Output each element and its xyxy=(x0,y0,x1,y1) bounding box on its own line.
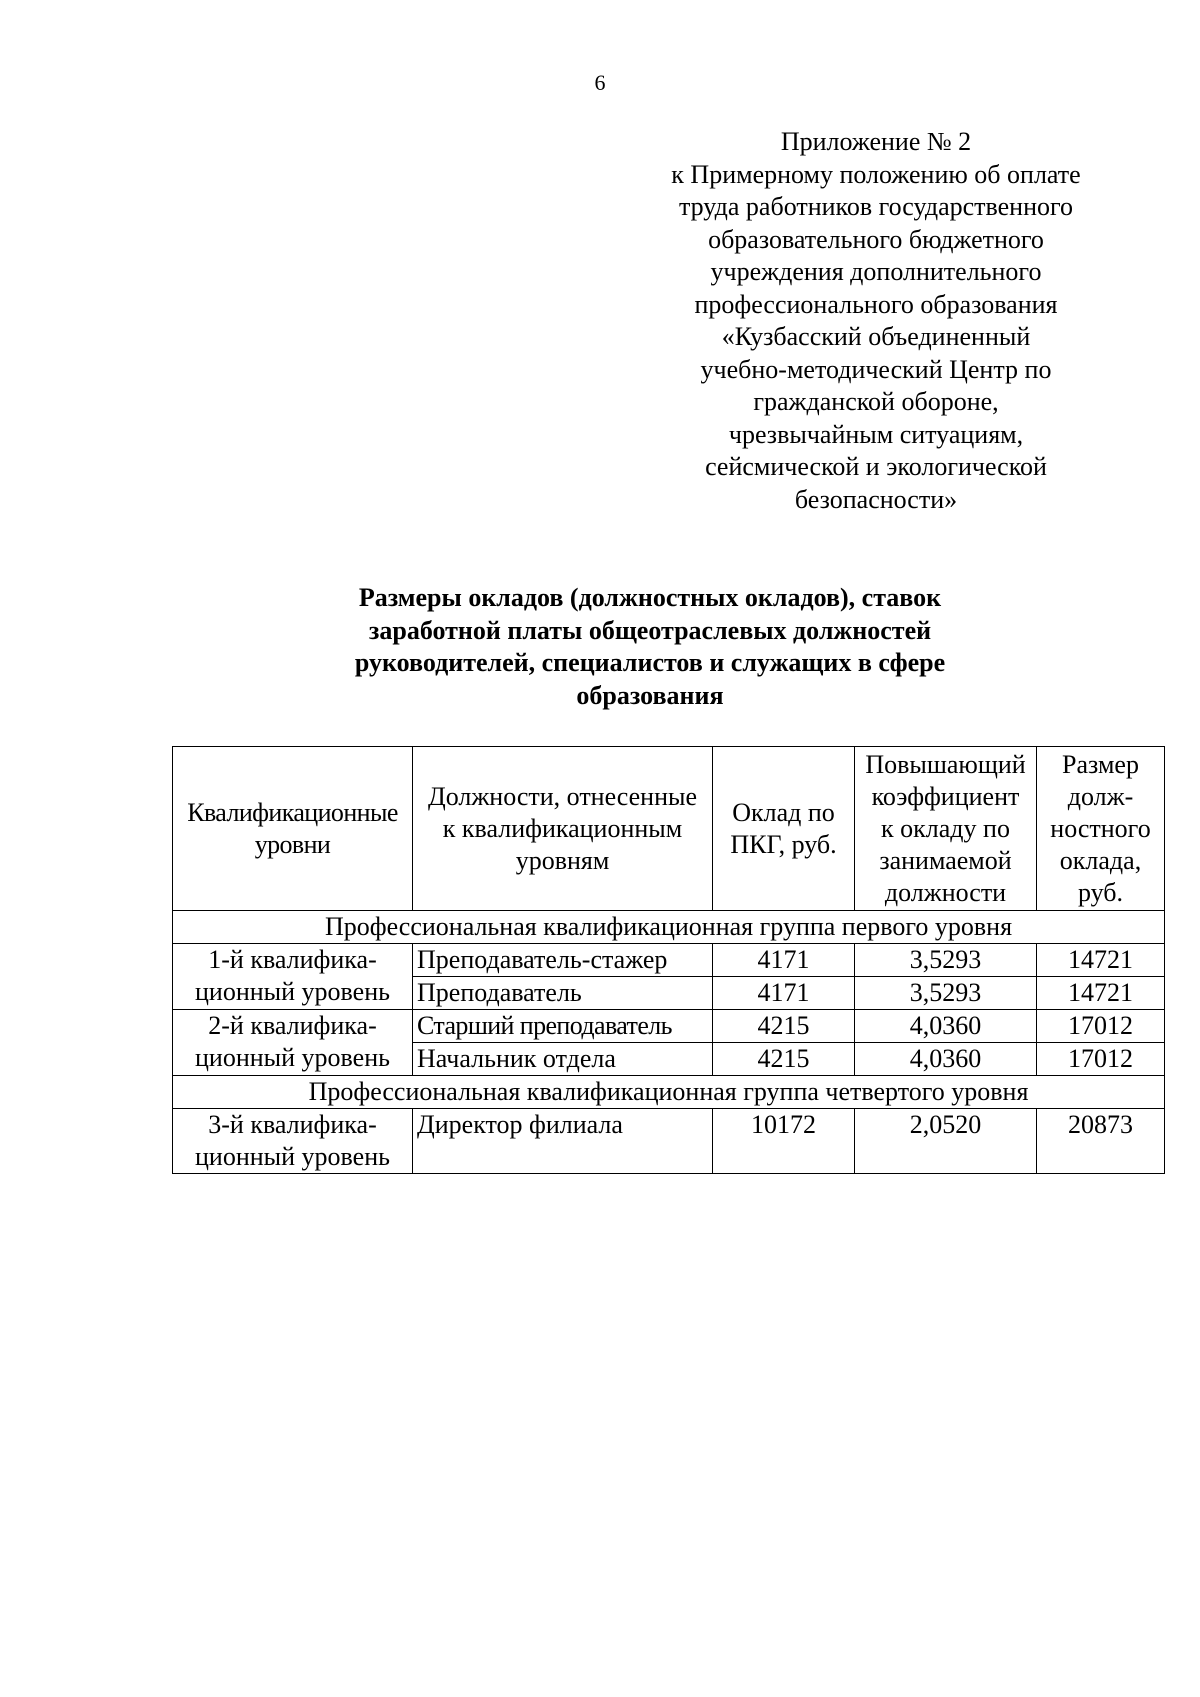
level-line: 3-й квалифика- xyxy=(208,1110,377,1139)
header-line: Квалификационные xyxy=(187,797,398,827)
header-line: долж- xyxy=(1067,781,1134,811)
appendix-line: профессионального образования xyxy=(694,289,1058,319)
qualification-level-cell xyxy=(173,1010,413,1076)
coefficient-cell: 2,0520 xyxy=(855,1109,1037,1174)
appendix-line: учреждения дополнительного xyxy=(710,257,1042,286)
title-line: образования xyxy=(576,680,724,710)
group-row xyxy=(173,1076,1165,1109)
table-row xyxy=(173,944,1165,977)
header-line: должности xyxy=(884,877,1007,907)
total-cell: 14721 xyxy=(1037,944,1165,977)
header-salary xyxy=(713,747,855,911)
group-row xyxy=(173,911,1165,944)
appendix-line: сейсмической и экологической xyxy=(705,452,1047,481)
position-cell: Директор филиала xyxy=(413,1109,713,1174)
appendix-line: чрезвычайным ситуациям, xyxy=(728,419,1024,449)
coefficient-cell: 4,0360 xyxy=(855,1010,1037,1043)
table-header-row xyxy=(173,747,1165,911)
appendix-line: к Примерному положению об оплате xyxy=(671,159,1081,189)
header-line: к окладу по xyxy=(881,813,1010,843)
level-line: 2-й квалифика- xyxy=(208,1011,377,1040)
header-line: ПКГ, руб. xyxy=(730,829,837,859)
level-line: ционный уровень xyxy=(195,1043,390,1072)
header-qualification-levels xyxy=(173,747,413,911)
document-title xyxy=(300,582,1000,712)
header-line: занимаемой xyxy=(879,845,1012,875)
total-cell: 17012 xyxy=(1037,1010,1165,1043)
position-cell: Начальник отдела xyxy=(413,1043,713,1076)
salary-cell: 4215 xyxy=(713,1010,855,1043)
header-line: оклада, xyxy=(1059,845,1142,875)
appendix-line: гражданской обороне, xyxy=(753,387,999,416)
header-line: уровни xyxy=(254,829,331,859)
salary-cell: 4171 xyxy=(713,944,855,977)
header-total xyxy=(1037,747,1165,911)
appendix-line: учебно-методический Центр по xyxy=(700,354,1052,384)
page-number: 6 xyxy=(594,70,606,95)
appendix-line: Приложение № 2 xyxy=(780,127,972,156)
title-line: Размеры окладов (должностных окладов), ставок xyxy=(358,583,942,612)
header-line: Должности, отнесенные xyxy=(427,781,698,811)
qualification-level-cell xyxy=(173,944,413,1010)
group-name: Профессиональная квалификационная группа первого уровня xyxy=(173,911,1165,944)
position-cell: Преподаватель-стажер xyxy=(413,944,713,977)
header-line: коэффициент xyxy=(871,781,1020,811)
position-cell: Старший преподаватель xyxy=(413,1010,713,1043)
qualification-level-cell xyxy=(173,1109,413,1174)
title-line: руководителей, специалистов и служащих в сфере xyxy=(354,648,946,677)
position-cell: Преподаватель xyxy=(413,977,713,1010)
header-coefficient xyxy=(855,747,1037,911)
coefficient-cell: 3,5293 xyxy=(855,944,1037,977)
table-row xyxy=(173,1109,1165,1174)
appendix-line: «Кузбасский объединенный xyxy=(721,322,1031,351)
appendix-header xyxy=(636,126,1116,516)
salary-cell: 10172 xyxy=(713,1109,855,1174)
header-line: ностного xyxy=(1050,813,1151,843)
salary-cell: 4215 xyxy=(713,1043,855,1076)
table-row xyxy=(173,1010,1165,1043)
appendix-line: образовательного бюджетного xyxy=(708,224,1044,254)
level-line: ционный уровень xyxy=(195,1142,390,1171)
salary-cell: 4171 xyxy=(713,977,855,1010)
header-line: Размер xyxy=(1062,749,1139,779)
header-line: руб. xyxy=(1077,877,1124,907)
header-line: Оклад по xyxy=(732,797,835,827)
appendix-line: безопасности» xyxy=(794,484,958,514)
appendix-line: труда работников государственного xyxy=(678,192,1074,221)
header-line: к квалификационным xyxy=(442,813,683,843)
title-line: заработной платы общеотраслевых должностей xyxy=(368,615,932,645)
header-line: уровням xyxy=(515,845,610,875)
header-positions xyxy=(413,747,713,911)
total-cell: 14721 xyxy=(1037,977,1165,1010)
total-cell: 20873 xyxy=(1037,1109,1165,1174)
level-line: ционный уровень xyxy=(195,977,390,1006)
coefficient-cell: 4,0360 xyxy=(855,1043,1037,1076)
level-line: 1-й квалифика- xyxy=(208,945,377,974)
header-line: Повышающий xyxy=(865,749,1026,779)
total-cell: 17012 xyxy=(1037,1043,1165,1076)
salary-table xyxy=(172,746,1165,1174)
group-name: Профессиональная квалификационная группа четвертого уровня xyxy=(173,1076,1165,1109)
coefficient-cell: 3,5293 xyxy=(855,977,1037,1010)
